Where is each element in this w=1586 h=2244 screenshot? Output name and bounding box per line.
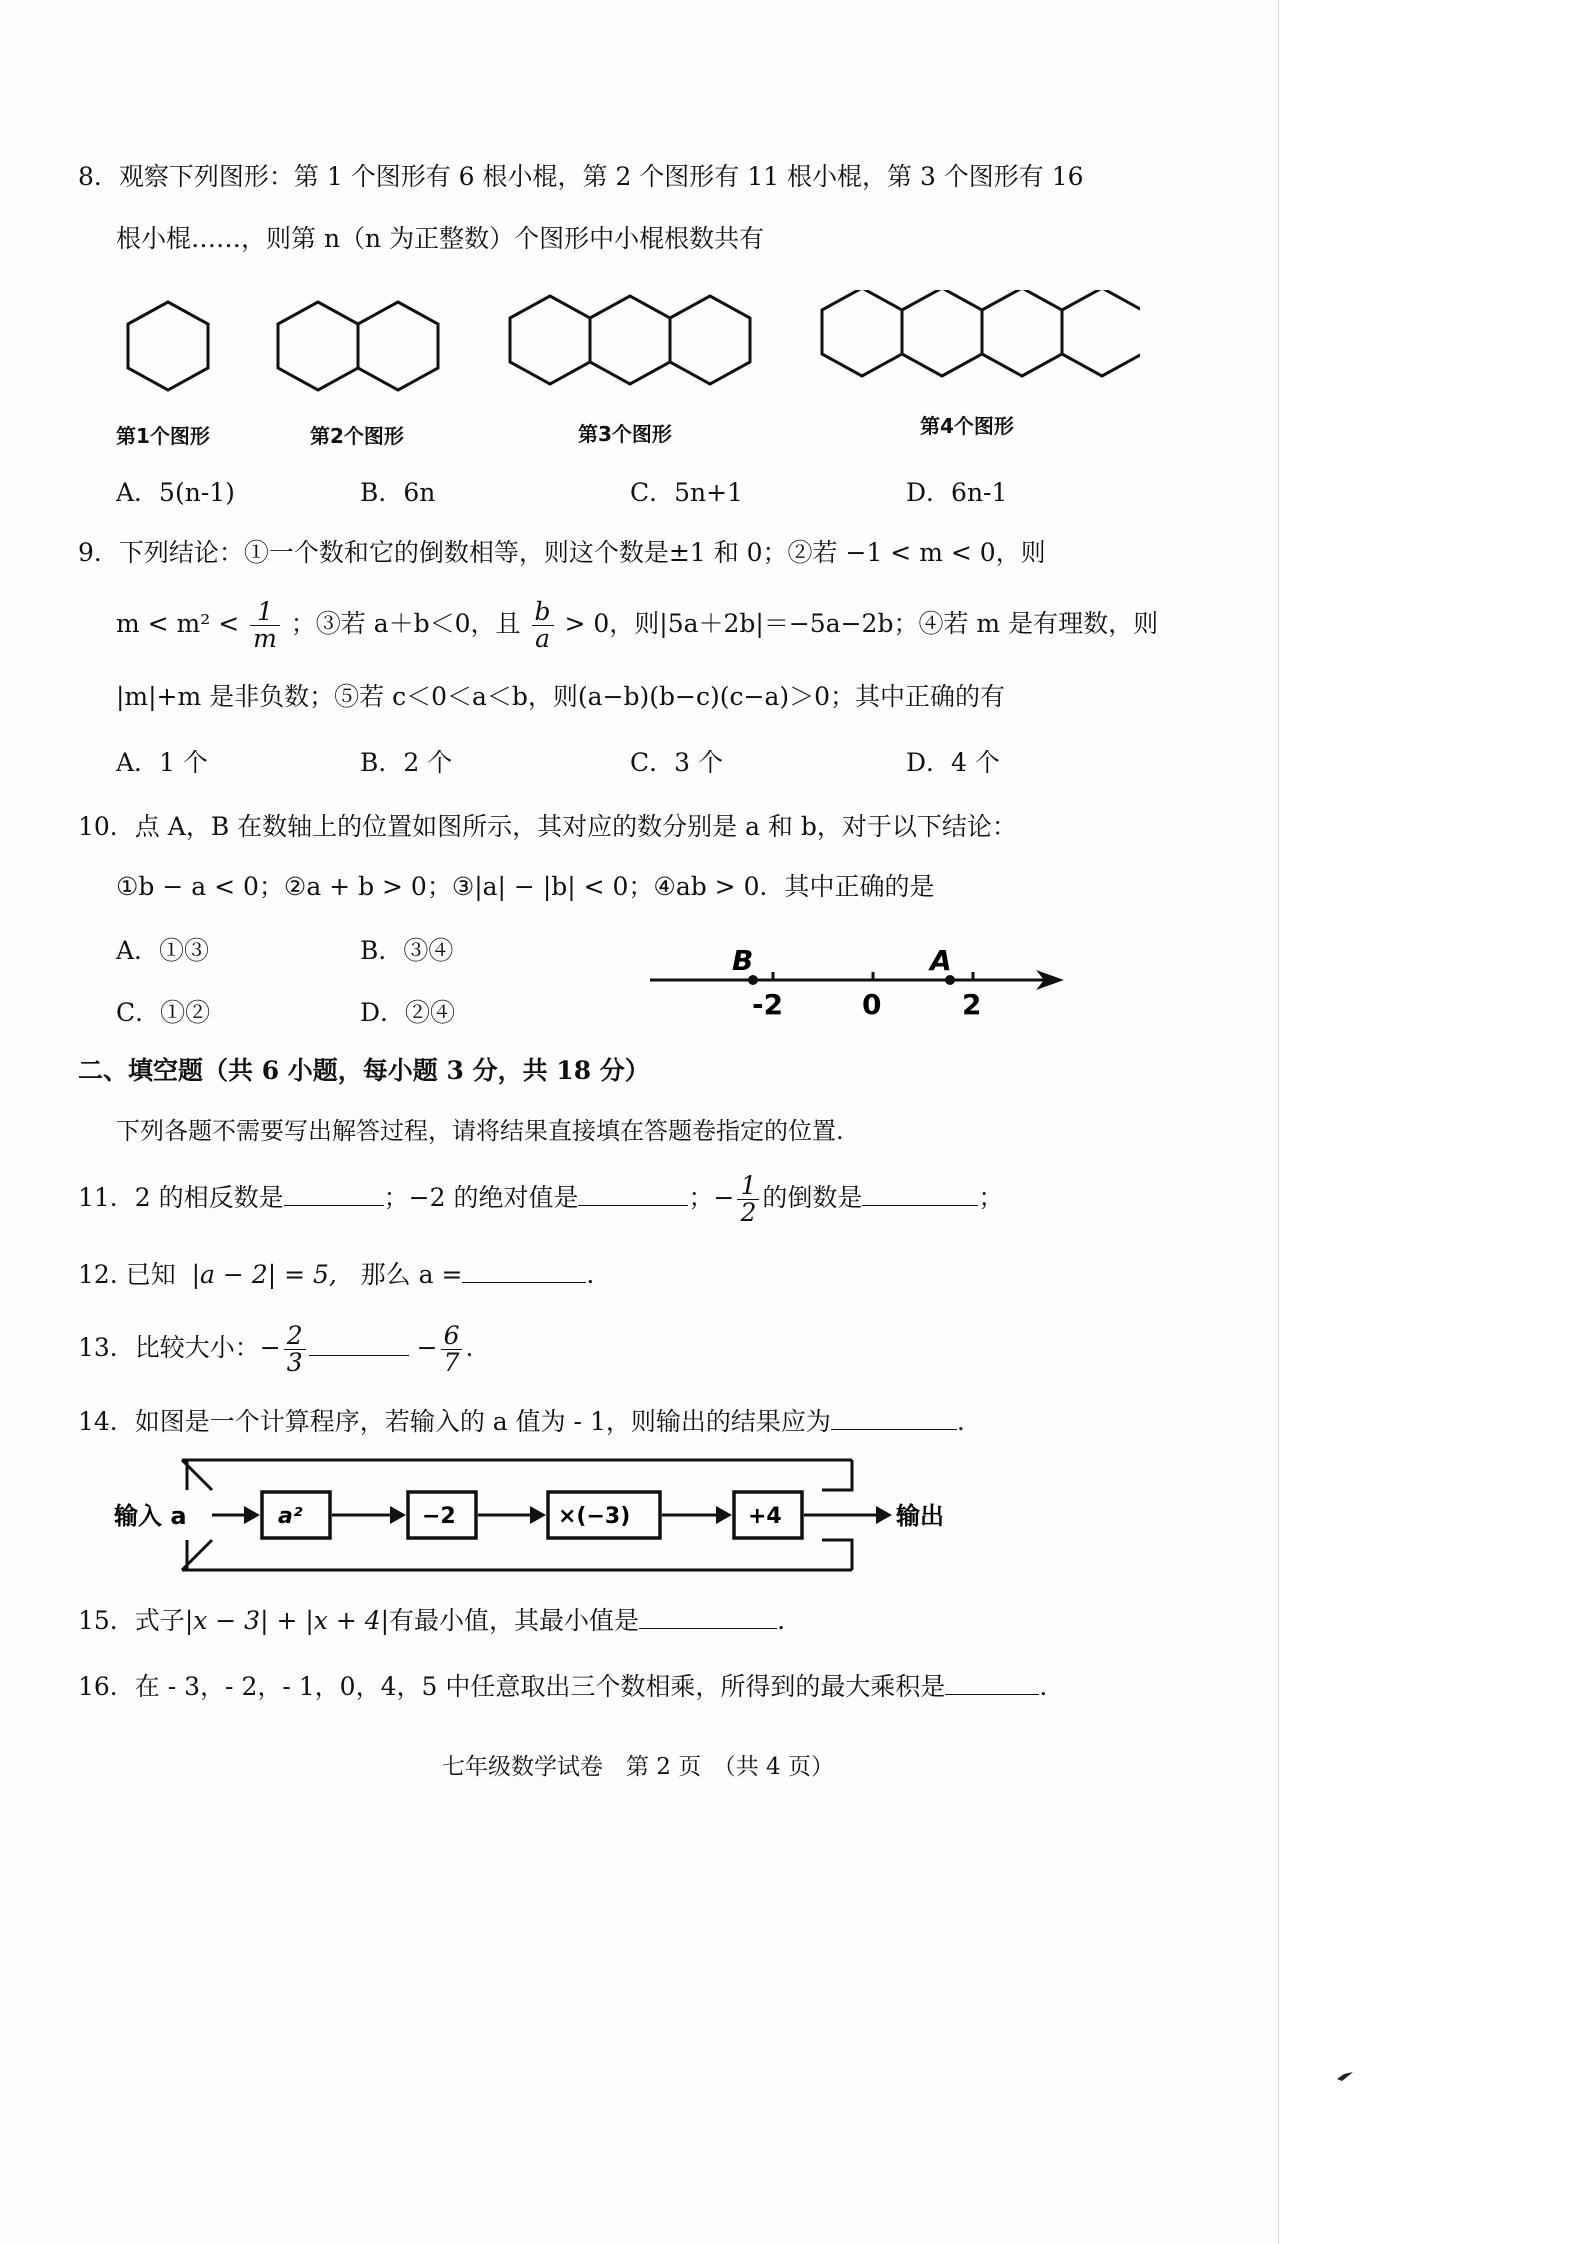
caption-figure-1: 第1个图形 xyxy=(116,424,210,448)
q12-text-d: . xyxy=(586,1260,595,1289)
q15-expression: |x − 3| + |x + 4| xyxy=(184,1606,390,1635)
tick-2: 2 xyxy=(962,988,982,1020)
q11-text-e: ； xyxy=(978,1183,1004,1212)
q13-line xyxy=(78,1318,473,1378)
q9-frac1-den: m xyxy=(253,624,277,653)
q15-text-a: 15．式子 xyxy=(78,1606,185,1635)
q9-option-b: B．2 个 xyxy=(360,748,453,777)
q9-fraction-b-over-a xyxy=(532,599,554,652)
flow-step-1: a² xyxy=(278,1504,303,1529)
flow-step-4: +4 xyxy=(748,1504,782,1529)
q9-option-a: A．1 个 xyxy=(116,748,208,777)
q13-blank xyxy=(309,1351,409,1356)
q8-option-c: C．5n+1 xyxy=(630,478,743,507)
q10-option-c: C．①② xyxy=(116,998,211,1027)
q11-text-c: ；− xyxy=(688,1183,735,1212)
q10-line2: ①b − a < 0；②a + b > 0；③|a| − |b| < 0；④ab > 0．其中正确的是 xyxy=(116,872,935,901)
q12-line xyxy=(78,1258,594,1292)
q11-blank-2 xyxy=(578,1201,688,1206)
q14-text-a: 14．如图是一个计算程序，若输入的 a 值为 - 1，则输出的结果应为 xyxy=(78,1407,831,1436)
q11-line xyxy=(78,1168,1003,1228)
q11-fraction-half xyxy=(737,1173,759,1226)
q13-text-b: − xyxy=(416,1333,438,1362)
q12-equation: |a − 2| = 5, xyxy=(191,1260,337,1289)
q9-fraction-1-over-m xyxy=(250,599,280,652)
q8-hexagon-figures xyxy=(110,290,1140,400)
q16-line xyxy=(78,1670,1047,1704)
label-b: B xyxy=(732,944,754,977)
page-footer: 七年级数学试卷 第 2 页 （共 4 页） xyxy=(441,1754,834,1780)
flow-step-3: ×(−3) xyxy=(558,1504,631,1529)
q9-option-c: C．3 个 xyxy=(630,748,723,777)
q13-frac1-num: 2 xyxy=(284,1323,306,1350)
flow-step-2: −2 xyxy=(422,1504,456,1529)
q15-line xyxy=(78,1604,785,1638)
flow-output-label: 输出 xyxy=(896,1502,944,1530)
q16-blank xyxy=(945,1690,1039,1695)
q13-frac2-num: 6 xyxy=(441,1323,463,1350)
tick-neg2: -2 xyxy=(752,988,784,1020)
q8-option-a: A．5(n-1) xyxy=(116,478,235,507)
q13-text-a: 13．比较大小：− xyxy=(78,1333,281,1362)
q10-option-a: A．①③ xyxy=(116,936,210,965)
q8-option-b: B．6n xyxy=(360,478,436,507)
caption-figure-4: 第4个图形 xyxy=(920,414,1014,438)
q10-number-line xyxy=(640,940,1070,1020)
label-a: A xyxy=(930,944,952,977)
q11-blank-1 xyxy=(284,1201,384,1206)
q8-line2: 根小棍……，则第 n（n 为正整数）个图形中小棍根数共有 xyxy=(116,224,765,253)
tick-0: 0 xyxy=(862,988,882,1020)
q11-text-b: ；−2 的绝对值是 xyxy=(383,1183,579,1212)
q13-frac2-den: 7 xyxy=(443,1348,460,1377)
q15-blank xyxy=(639,1624,777,1629)
q11-blank-3 xyxy=(862,1201,978,1206)
q12-blank xyxy=(462,1278,586,1283)
q14-calculation-flowchart xyxy=(112,1450,972,1580)
q11-text-a: 11．2 的相反数是 xyxy=(78,1183,284,1212)
q9-frac1-num: 1 xyxy=(250,599,280,626)
caption-figure-3: 第3个图形 xyxy=(578,422,672,446)
q10-line1: 10．点 A，B 在数轴上的位置如图所示，其对应的数分别是 a 和 b，对于以下结论： xyxy=(78,812,1017,841)
q13-text-c: . xyxy=(465,1333,474,1362)
q11-frac-den: 2 xyxy=(740,1198,757,1227)
scan-speck xyxy=(1336,2070,1354,2082)
q9-frac2-den: a xyxy=(535,624,550,653)
flow-input-label: 输入 a xyxy=(114,1502,187,1530)
q14-text-b: . xyxy=(956,1407,965,1436)
q16-text-b: . xyxy=(1039,1672,1048,1701)
q8-line1: 8．观察下列图形：第 1 个图形有 6 根小棍，第 2 个图形有 11 根小棍，第 3 个图形有 16 xyxy=(78,162,1084,191)
q9-line1: 9．下列结论：①一个数和它的倒数相等，则这个数是±1 和 0；②若 −1 < m < 0，则 xyxy=(78,538,1046,567)
figure1-hexagon xyxy=(128,302,208,390)
q13-fraction-6-7 xyxy=(441,1323,463,1376)
q12-text-c: 那么 a = xyxy=(360,1260,463,1289)
q9-frac2-num: b xyxy=(532,599,554,626)
q9-line3: |m|+m 是非负数；⑤若 c＜0＜a＜b，则(a−b)(b−c)(c−a)＞0；其中正确的有 xyxy=(116,682,1006,711)
q12-text-a: 12. 已知 xyxy=(78,1260,176,1289)
q9-option-d: D．4 个 xyxy=(906,748,1000,777)
q9-line2-part-a: m < m² < xyxy=(116,609,240,638)
q9-line2-part-b: ；③若 a＋b＜0，且 xyxy=(290,609,521,638)
section2-instruction: 下列各题不需要写出解答过程，请将结果直接填在答题卷指定的位置. xyxy=(116,1117,844,1145)
q9-line2-part-c: > 0，则|5a＋2b|＝−5a−2b；④若 m 是有理数，则 xyxy=(564,609,1159,638)
q13-frac1-den: 3 xyxy=(286,1348,303,1377)
section2-title: 二、填空题（共 6 小题，每小题 3 分，共 18 分） xyxy=(78,1056,650,1085)
q9-line2 xyxy=(116,594,1158,654)
q10-option-b: B．③④ xyxy=(360,936,454,965)
q8-option-d: D．6n-1 xyxy=(906,478,1008,507)
q14-blank xyxy=(831,1425,957,1430)
page-right-margin xyxy=(1278,0,1586,2244)
q13-fraction-2-3 xyxy=(284,1323,306,1376)
q11-text-d: 的倒数是 xyxy=(762,1183,863,1212)
q11-frac-num: 1 xyxy=(737,1173,759,1200)
caption-figure-2: 第2个图形 xyxy=(310,424,404,448)
q15-text-c: 有最小值，其最小值是 xyxy=(389,1606,640,1635)
q14-line xyxy=(78,1405,965,1439)
q16-text-a: 16．在 - 3，- 2，- 1，0，4，5 中任意取出三个数相乘，所得到的最大乘积是 xyxy=(78,1672,946,1701)
q15-text-d: . xyxy=(777,1606,786,1635)
q10-option-d: D．②④ xyxy=(360,998,456,1027)
